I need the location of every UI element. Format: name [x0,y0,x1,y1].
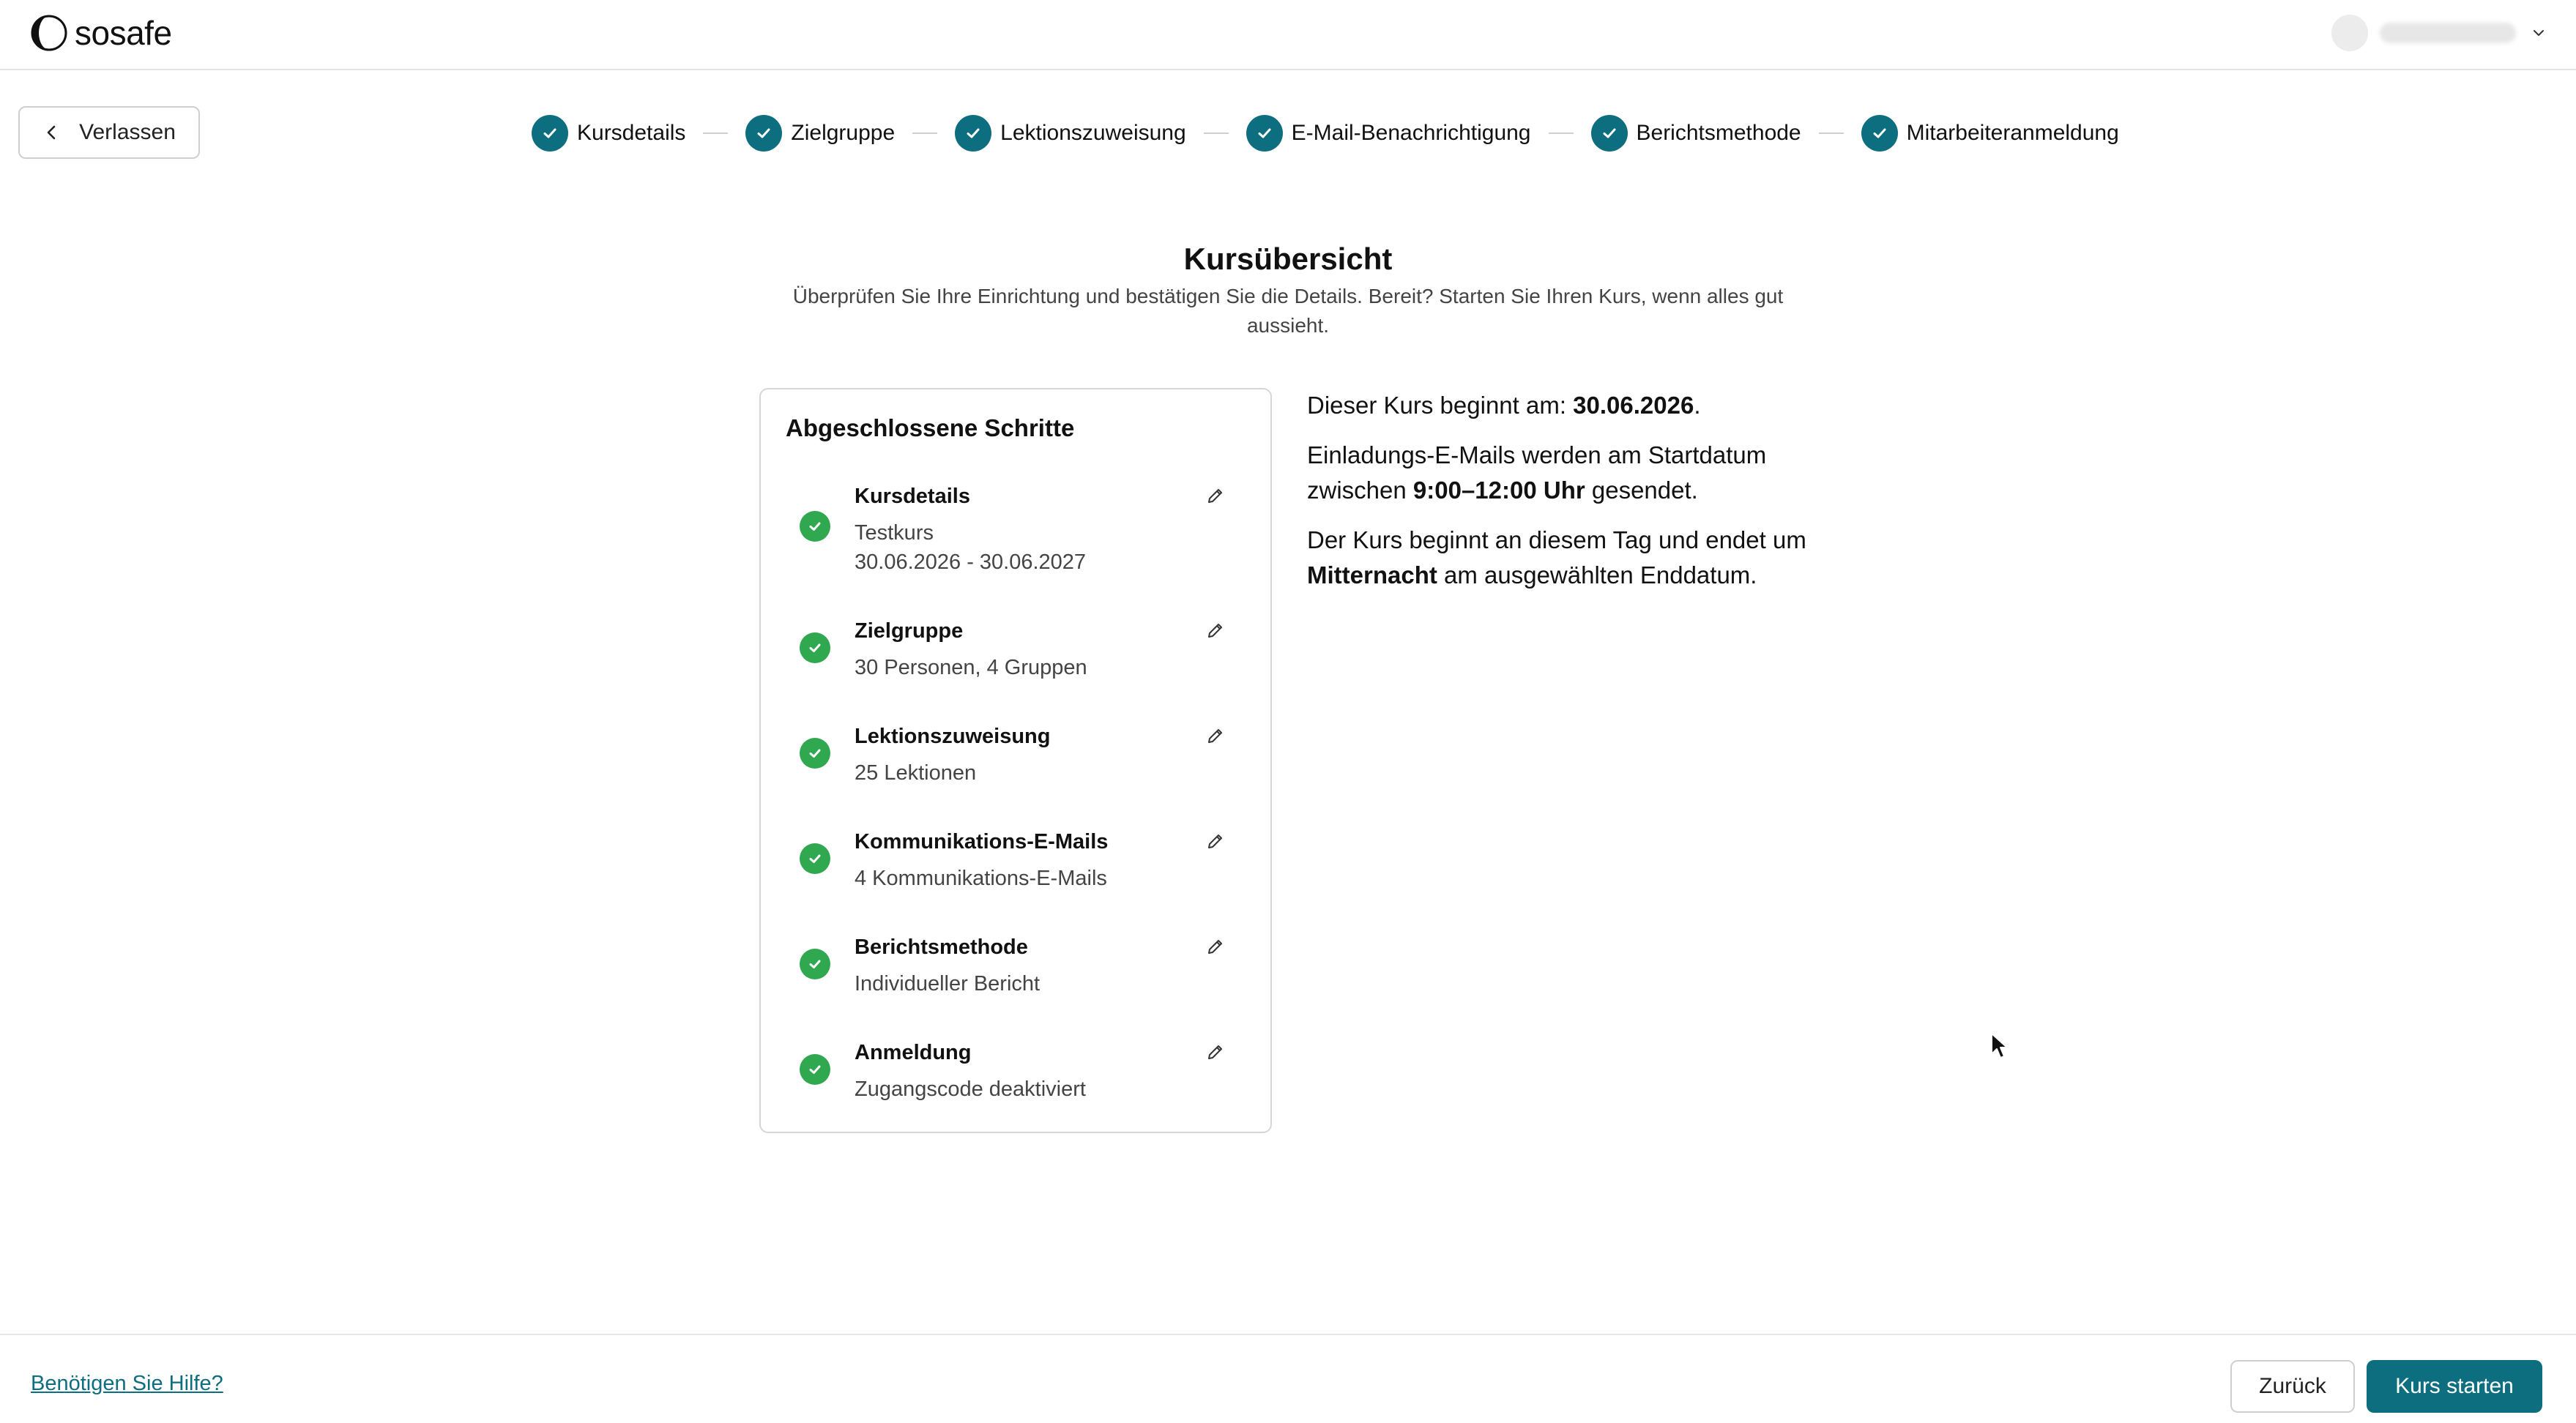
info-text: . [1694,392,1701,419]
check-circle-icon [800,738,830,769]
end-info [1307,523,1834,593]
chevron-left-icon [42,123,62,142]
check-circle-icon [800,949,830,979]
check-circle-icon [800,632,830,663]
page-title: Kursübersicht [1183,242,1393,276]
start-date: 30.06.2026 [1573,392,1694,419]
avatar [2331,15,2368,51]
summary-item-title: Kursdetails [855,485,970,508]
mouse-cursor-icon [1990,1032,2009,1061]
logo-text: sosafe [75,14,172,52]
step-label: E-Mail-Benachrichtigung [1291,121,1531,145]
step-divider [1549,132,1574,134]
check-circle-icon [800,843,830,874]
pencil-icon[interactable] [1206,1042,1225,1061]
step-label: Lektionszuweisung [1000,121,1186,145]
step-label: Zielgruppe [791,121,896,145]
summary-item-line: 4 Kommunikations-E-Mails [855,867,1107,890]
step-divider [703,132,728,134]
info-text: Dieser Kurs beginnt am: [1307,392,1574,419]
check-icon [955,115,991,152]
step-label: Berichtsmethode [1636,121,1801,145]
invitation-info [1307,438,1834,508]
step-kursdetails[interactable] [532,115,685,152]
summary-item-title: Kommunikations-E-Mails [855,830,1109,854]
info-text: gesendet. [1585,477,1698,504]
step-zielgruppe[interactable] [745,115,895,152]
check-circle-icon [800,511,830,542]
check-icon [1861,115,1898,152]
completed-steps-card [759,388,1272,1133]
progress-stepper [532,115,2119,152]
summary-item-title: Zielgruppe [855,619,964,643]
summary-item-title: Lektionszuweisung [855,725,1051,748]
info-text: am ausgewählten Enddatum. [1437,561,1757,589]
step-divider [1204,132,1229,134]
summary-item-title: Berichtsmethode [855,935,1028,959]
pencil-icon[interactable] [1206,621,1225,640]
exit-button[interactable] [18,106,200,159]
pencil-icon[interactable] [1206,832,1225,851]
pencil-icon[interactable] [1206,726,1225,745]
page-subtitle: Überprüfen Sie Ihre Einrichtung und bestätigen Sie die Details. Bereit? Starten Sie Ihren Kurs, wenn alles gut aussieht. [792,285,1784,337]
sosafe-logo[interactable] [29,12,172,54]
help-link[interactable]: Benötigen Sie Hilfe? [31,1372,223,1395]
step-lektionszuweisung[interactable] [955,115,1186,152]
info-text: Der Kurs beginnt an diesem Tag und endet um [1307,526,1806,553]
step-email-benachrichtigung[interactable] [1246,115,1531,152]
check-circle-icon [800,1054,830,1085]
start-course-button[interactable]: Kurs starten [2367,1360,2542,1413]
pencil-icon[interactable] [1206,486,1225,505]
step-label: Kursdetails [577,121,686,145]
check-icon [1591,115,1628,152]
summary-item-title: Anmeldung [855,1041,972,1064]
summary-item-line: 30 Personen, 4 Gruppen [855,656,1087,679]
course-start-info [1307,388,1834,423]
end-time: Mitternacht [1307,561,1437,589]
pencil-icon[interactable] [1206,937,1225,956]
summary-item-line: 25 Lektionen [855,761,977,785]
summary-item-line: 30.06.2026 - 30.06.2027 [855,550,1087,574]
step-label: Mitarbeiteranmeldung [1906,121,2119,145]
summary-item-line: Individueller Bericht [855,972,1041,996]
step-berichtsmethode[interactable] [1591,115,1801,152]
step-divider [1819,132,1844,134]
footer-bar [0,1334,2576,1423]
user-name [2380,23,2516,43]
back-button[interactable]: Zurück [2230,1360,2355,1413]
info-text: Einladungs-E-Mails werden am Startdatum zwischen [1307,441,1767,504]
card-title: Abgeschlossene Schritte [786,414,1075,441]
exit-button-label: Verlassen [79,120,176,144]
summary-item-details [855,518,1086,577]
summary-item-line: Zugangscode deaktiviert [855,1077,1086,1101]
user-menu[interactable] [2331,15,2547,51]
top-bar [0,0,2576,70]
check-icon [1246,115,1283,152]
chevron-down-icon [2531,25,2547,41]
step-divider [912,132,937,134]
check-icon [532,115,568,152]
course-info [1307,388,1834,608]
sosafe-logo-icon [29,13,69,53]
step-mitarbeiteranmeldung[interactable] [1861,115,2119,152]
send-time: 9:00–12:00 Uhr [1412,477,1585,504]
summary-item-line: Testkurs [855,521,934,545]
check-icon [745,115,782,152]
